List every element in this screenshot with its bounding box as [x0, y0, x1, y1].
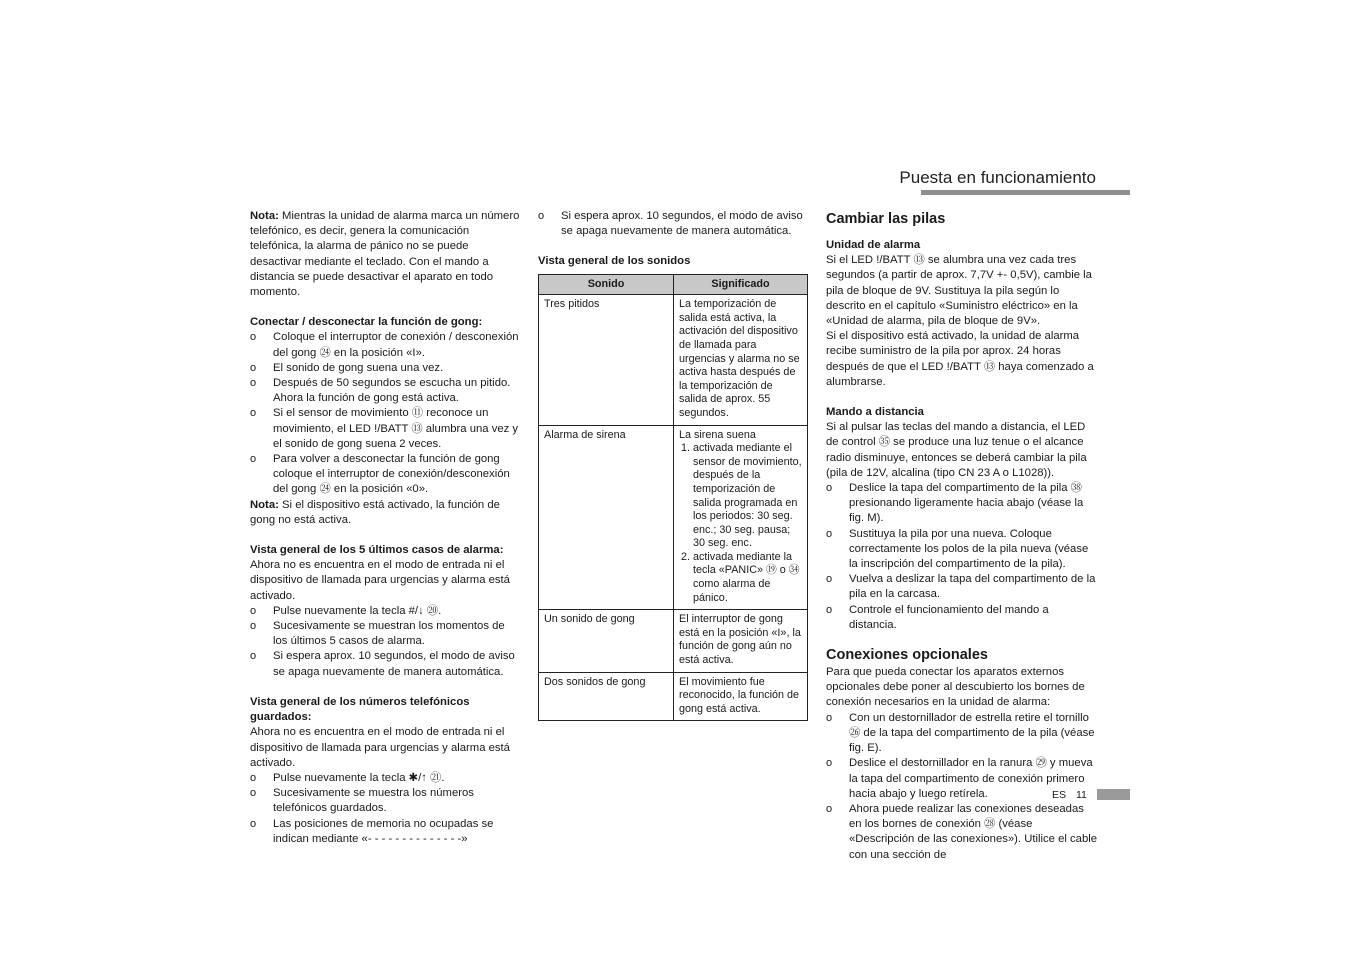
column-header-sound: Sonido	[539, 274, 674, 295]
column-left	[250, 209, 522, 847]
alarms-heading: Vista general de los 5 últimos casos de alarma:	[250, 544, 504, 557]
optional-intro: Para que pueda conectar los aparatos externos opcionales debe poner al descubierto los bornes de conexión necesarios en la unidad de alarma:	[826, 666, 1085, 709]
bullet-icon: o	[826, 757, 833, 770]
list-item: o Si espera aprox. 10 segundos, el modo de aviso se apaga nuevamente de manera automática.	[250, 650, 515, 678]
list-item: o Deslice el destornillador en la ranura ㉙ y mueva la tapa del compartimento de conexión primero hacia abajo y luego retírela.	[826, 757, 1093, 800]
cell-meaning: El movimiento fue reconocido, la función de gong está activa.	[674, 672, 808, 721]
top-list	[538, 209, 810, 239]
list-item: o Ahora puede realizar las conexiones deseadas en los bornes de conexión ㉘ (véase «Descripción de las conexiones»). Utilice el cable con una sección de	[826, 802, 1098, 861]
table-row	[539, 610, 808, 672]
remote-list	[826, 481, 1098, 633]
bullet-icon: o	[826, 802, 833, 815]
list-item: o Para volver a desconectar la función de gong coloque el interruptor de conexión/desconexión del gong ㉔ en la posición «0».	[250, 453, 510, 496]
cell-sound: Tres pitidos	[539, 295, 674, 425]
list-item: o Si el sensor de movimiento ⑪ reconoce un movimiento, el LED !/BATT ⑬ alumbra una vez y el sonido de gong suena 2 veces.	[250, 407, 519, 450]
alarms-list	[250, 604, 522, 680]
unit-text-2: Si el dispositivo está activado, la unidad de alarma recibe suministro de la pila por aprox. 24 horas después de que el LED !/BATT ⑬ haya comenzado a alumbrarse.	[826, 330, 1094, 388]
list-item: o Si espera aprox. 10 segundos, el modo de aviso se apaga nuevamente de manera automática.	[538, 210, 803, 238]
table-row	[539, 672, 808, 721]
cell-meaning: El interruptor de gong está en la posición «I», la función de gong aún no está activa.	[674, 610, 808, 672]
cell-meaning	[674, 425, 808, 610]
bullet-icon: o	[250, 787, 257, 800]
list-item: o Después de 50 segundos se escucha un pitido. Ahora la función de gong está activa.	[250, 377, 511, 405]
bullet-icon: o	[826, 711, 833, 724]
list-item: 2. activada mediante la tecla «PANIC» ⑲ o ㉞ como alarma de pánico.	[693, 551, 802, 605]
bullet-icon: o	[250, 377, 257, 390]
list-item: 1. activada mediante el sensor de movimiento, después de la temporización de salida programada en los periodos: 30 seg. enc.; 30 seg. pausa; 30 seg. enc.	[693, 442, 802, 551]
bullet-icon: o	[826, 482, 833, 495]
phones-list	[250, 771, 522, 847]
list-item: o Sucesivamente se muestran los momentos de los últimos 5 casos de alarma.	[250, 620, 505, 648]
bullet-icon: o	[250, 650, 257, 663]
remote-text: Si al pulsar las teclas del mando a distancia, el LED de control ㉟ se produce una luz tenue o el alcance radio disminuye, entonces se deberá cambiar la pila (pila de 12V, alcalina (tipo CN 23 A o L1028)).	[826, 421, 1087, 479]
bullet-icon: o	[250, 331, 257, 344]
footer-language: ES	[1052, 789, 1067, 801]
note-text: Si el dispositivo está activado, la función de gong no está activa.	[250, 498, 500, 526]
cell-meaning-intro: La sirena suena	[679, 428, 756, 441]
page-number: 11	[1076, 789, 1087, 801]
column-header-meaning: Significado	[674, 274, 808, 295]
batteries-heading: Cambiar las pilas	[826, 211, 946, 227]
note-label: Nota:	[250, 210, 279, 222]
list-item: o El sonido de gong suena una vez.	[250, 361, 522, 376]
gong-list	[250, 330, 522, 497]
bullet-icon: o	[250, 604, 257, 617]
list-item: o Pulse nuevamente la tecla ✱/↑ ㉑.	[250, 771, 522, 786]
list-item: o Pulse nuevamente la tecla #/↓ ⑳.	[250, 604, 522, 619]
list-item: o Con un destornillador de estrella retire el tornillo ㉖ de la tapa del compartimento de la pila (véase fig. E).	[826, 711, 1095, 755]
list-item: o Las posiciones de memoria no ocupadas se indican mediante «- - - - - - - - - - - - - -»	[250, 817, 494, 845]
footer-bar	[1097, 789, 1130, 800]
page-section-title: Puesta en funcionamiento	[899, 168, 1096, 187]
bullet-icon: o	[250, 771, 257, 784]
bullet-icon: o	[826, 527, 833, 540]
column-right	[826, 209, 1098, 863]
phones-intro: Ahora no es encuentra en el modo de entrada ni el dispositivo de llamada para urgencias y alarma está activado.	[250, 726, 510, 769]
bullet-icon: o	[250, 817, 257, 830]
list-item: o Vuelva a deslizar la tapa del compartimento de la pila en la carcasa.	[826, 573, 1096, 601]
bullet-icon: o	[826, 573, 833, 586]
table-row	[539, 295, 808, 425]
unit-heading: Unidad de alarma	[826, 239, 921, 251]
note-paragraph	[250, 209, 522, 300]
table-header-row	[539, 274, 808, 295]
bullet-icon: o	[826, 603, 833, 616]
remote-heading: Mando a distancia	[826, 406, 924, 419]
column-middle	[538, 209, 810, 721]
cell-meaning: La temporización de salida está activa, la activación del dispositivo de llamada para urgencias y alarma no se activa hasta después de la temporización de salida de aprox. 55 segundos.	[674, 295, 808, 425]
note-text: Mientras la unidad de alarma marca un número telefónico, es decir, genera la comunicación telefónica, la alarma de pánico no se puede desactivar mediante el teclado. Con el mando a distancia se puede desactivar el aparato en todo momento.	[250, 210, 520, 299]
list-item: o Coloque el interruptor de conexión / desconexión del gong ㉔ en la posición «I».	[250, 331, 519, 359]
optional-list	[826, 711, 1098, 863]
cell-sound: Un sonido de gong	[539, 610, 674, 672]
unit-text-1: Si el LED !/BATT ⑬ se alumbra una vez cada tres segundos (a partir de aprox. 7,7V +- 0,5V), cambie la pila de bloque de 9V. Sustituya la pila según lo descrito en el capítulo «Suministro eléctrico» en la «Unidad de alarma, pila de bloque de 9V».	[826, 254, 1092, 328]
bullet-icon: o	[538, 210, 545, 222]
bullet-icon: o	[250, 620, 257, 633]
optional-heading: Conexiones opcionales	[826, 647, 988, 664]
cell-sound: Alarma de sirena	[539, 425, 674, 610]
alarms-intro: Ahora no es encuentra en el modo de entrada ni el dispositivo de llamada para urgencias y alarma está activado.	[250, 559, 510, 602]
bullet-icon: o	[250, 453, 257, 466]
cell-meaning-list	[679, 442, 802, 605]
note-paragraph	[250, 498, 522, 528]
bullet-icon: o	[250, 361, 257, 374]
sounds-table	[538, 274, 808, 722]
list-item: o Controle el funcionamiento del mando a distancia.	[826, 603, 1049, 631]
table-row	[539, 425, 808, 610]
list-item: o Sucesivamente se muestra los números telefónicos guardados.	[250, 787, 474, 815]
list-item: o Deslice la tapa del compartimento de la pila ㊳ presionando ligeramente hacia abajo (véase la fig. M).	[826, 482, 1084, 525]
cell-sound: Dos sonidos de gong	[539, 672, 674, 721]
table-heading: Vista general de los sonidos	[538, 255, 691, 268]
list-item: o Sustituya la pila por una nueva. Coloque correctamente los polos de la pila nueva (véase la inscripción del compartimento de la pila).	[826, 527, 1089, 571]
phones-heading: Vista general de los números telefónicos guardados:	[250, 695, 470, 724]
header-rule	[921, 190, 1130, 195]
gong-heading: Conectar / desconectar la función de gong:	[250, 316, 483, 329]
bullet-icon: o	[250, 407, 257, 420]
note-label: Nota:	[250, 498, 279, 511]
